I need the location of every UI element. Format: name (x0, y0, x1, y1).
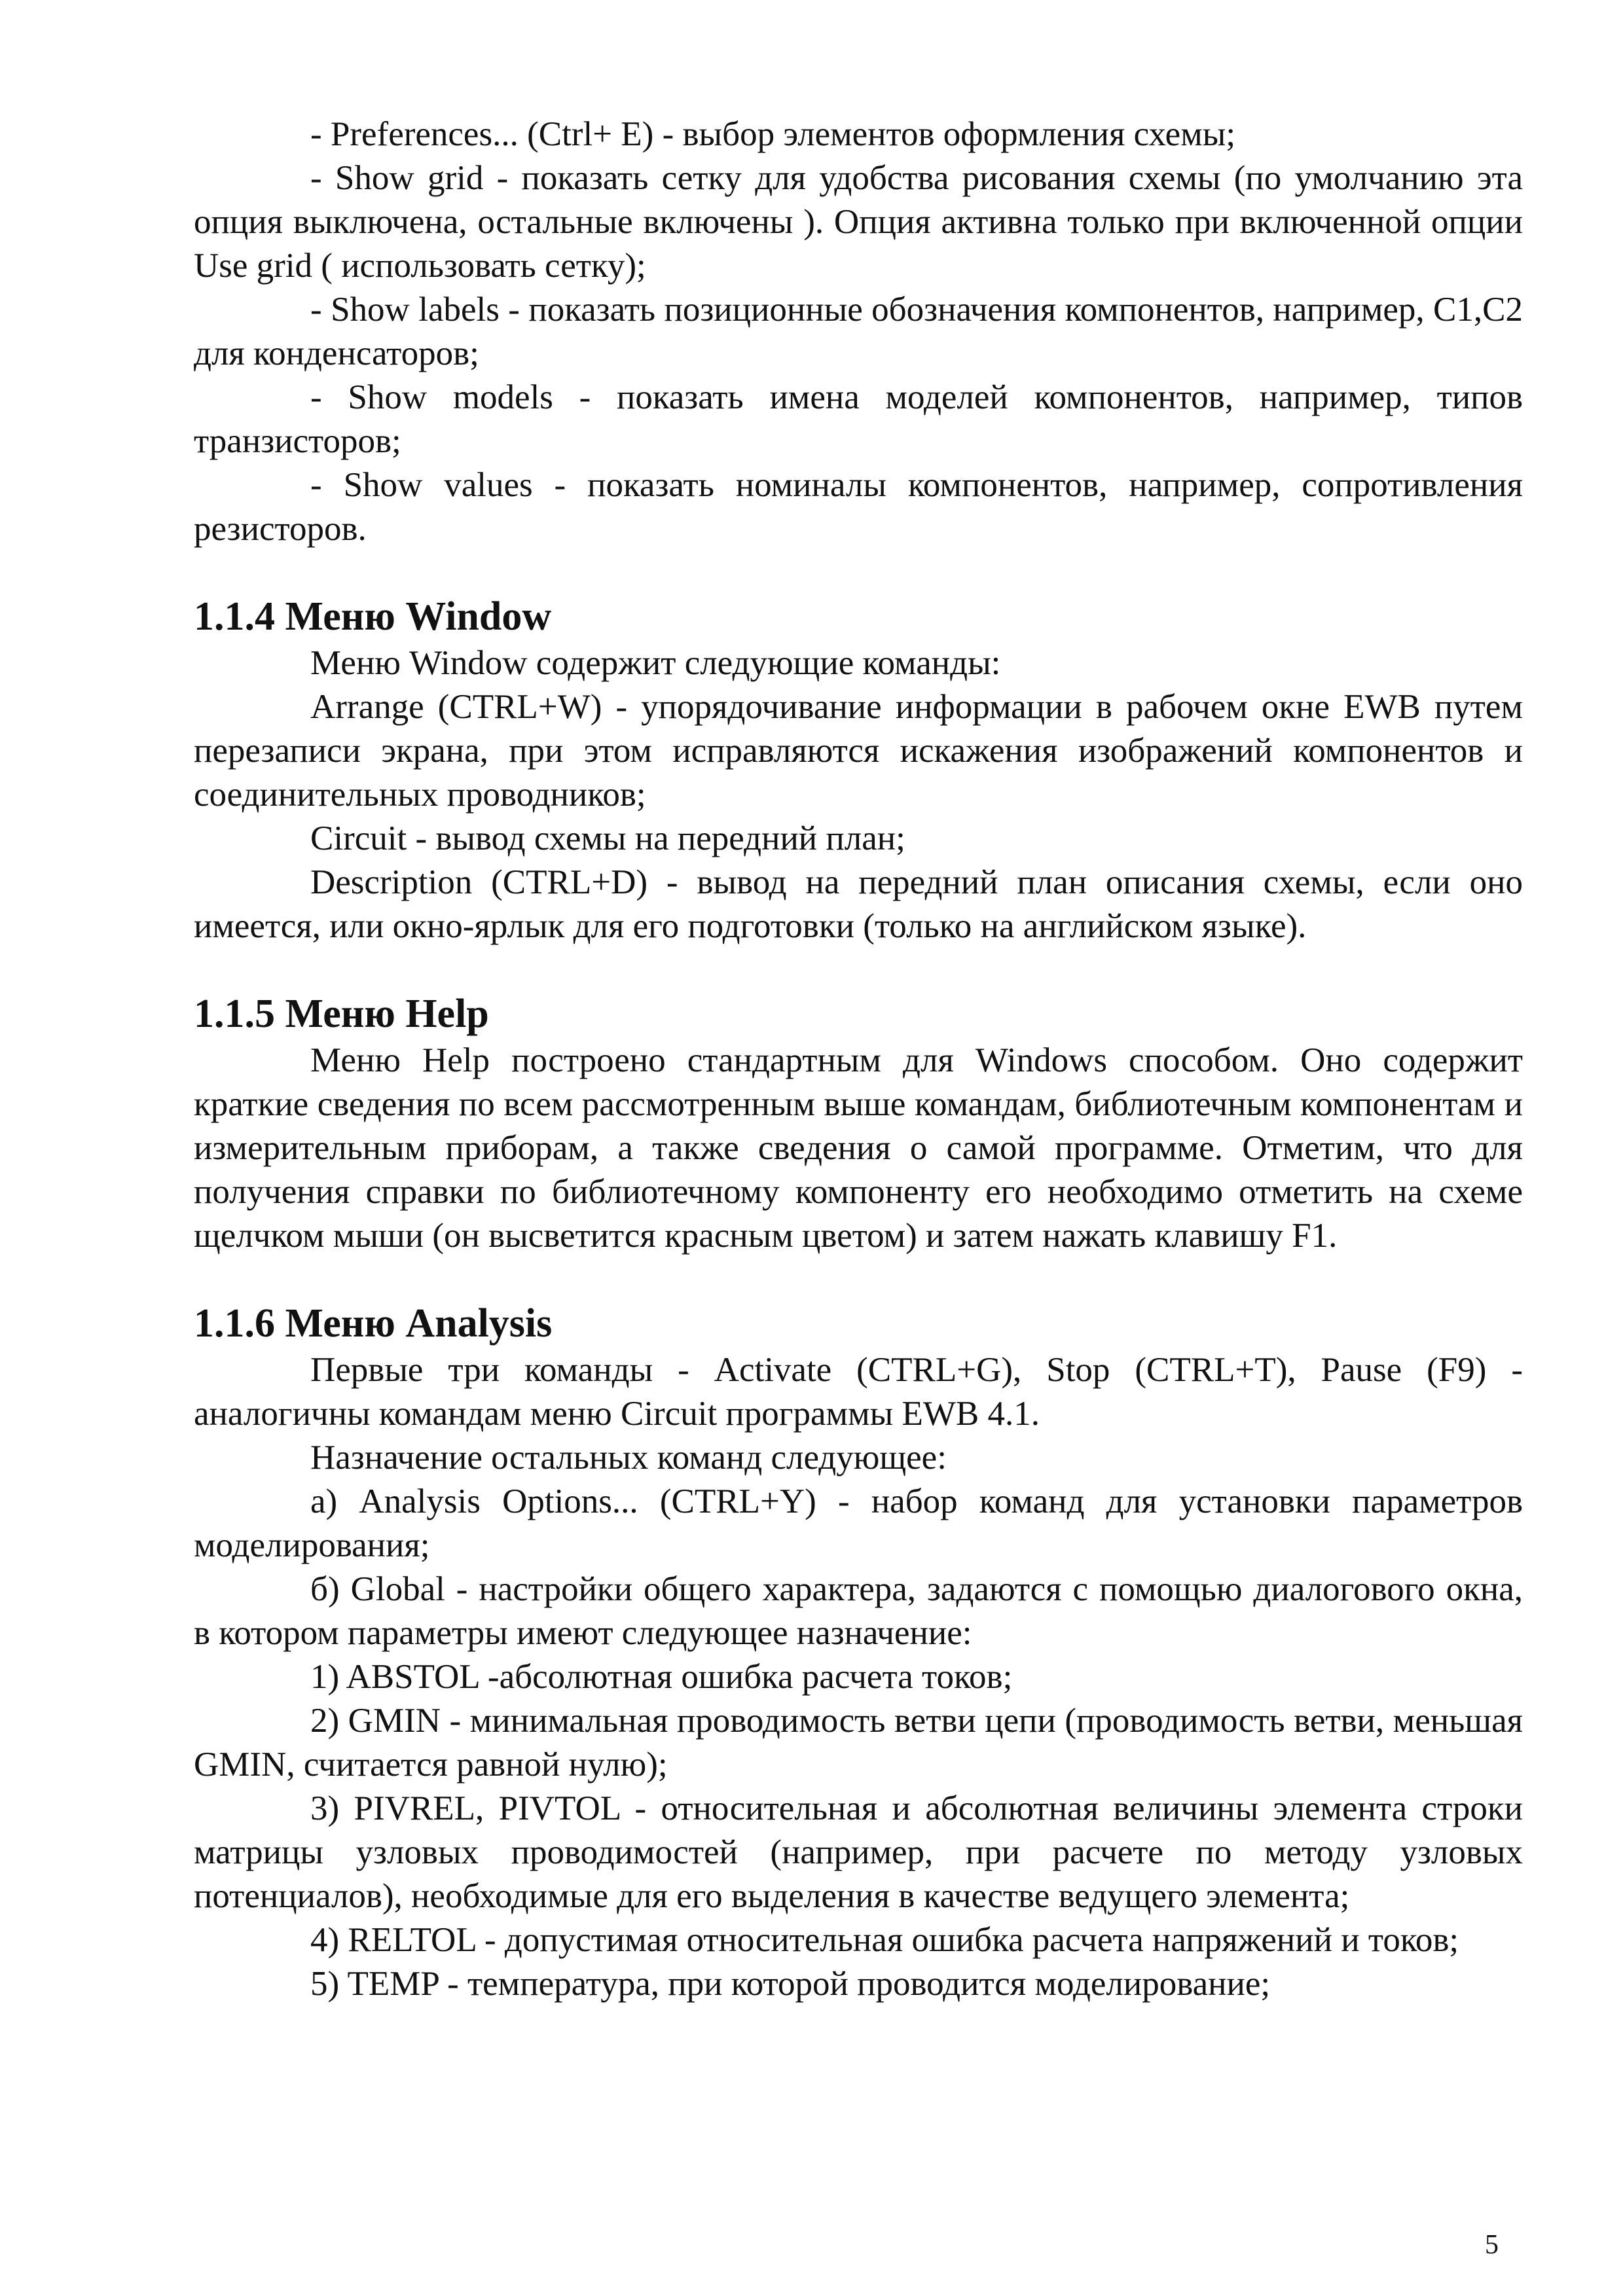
heading-menu-analysis: 1.1.6 Меню Analysis (194, 1301, 553, 1346)
paragraph-show-grid: - Show grid - показать сетку для удобства рисования схемы (по умолчанию эта опция выключена, остальные включены ). Опция активна только при включенной опции Use grid ( использовать сетку); (194, 159, 1523, 285)
paragraph-window-description: Description (CTRL+D) - вывод на передний план описания схемы, если оно имеется, или окно-ярлык для его подготовки (только на английском языке). (194, 863, 1523, 945)
paragraph-reltol: 4) RELTOL - допустимая относительная ошибка расчета напряжений и токов; (310, 1921, 1459, 1959)
page-number: 5 (1485, 2230, 1499, 2260)
paragraph-abstol: 1) ABSTOL -абсолютная ошибка расчета токов; (310, 1658, 1013, 1696)
paragraph-help: Меню Help построено стандартным для Windows способом. Оно содержит краткие сведения по всем рассмотренным выше командам, библиотечным компонентам и измерительным приборам, а также сведения о самой программе. Отметим, что для получения справки по библиотечному компоненту его необходимо отметить на схеме щелчком мыши (он высветится красным цветом) и затем нажать клавишу F1. (194, 1041, 1523, 1255)
paragraph-temp: 5) TEMP - температура, при которой проводится моделирование; (310, 1965, 1271, 2003)
paragraph-window-circuit: Circuit - вывод схемы на передний план; (310, 819, 905, 857)
paragraph-preferences: - Preferences... (Ctrl+ E) - выбор элементов оформления схемы; (310, 115, 1236, 153)
paragraph-analysis-global: б) Global - настройки общего характера, задаются с помощью диалогового окна, в котором параметры имеют следующее назначение: (194, 1570, 1523, 1652)
paragraph-show-values: - Show values - показать номиналы компонентов, например, сопротивления резисторов. (194, 466, 1523, 548)
paragraph-analysis-rest: Назначение остальных команд следующее: (310, 1439, 947, 1477)
paragraph-analysis-first-commands: Первые три команды - Activate (CTRL+G), Stop (CTRL+T), Pause (F9) - аналогичны командам меню Circuit программы EWB 4.1. (194, 1351, 1523, 1433)
heading-menu-help: 1.1.5 Меню Help (194, 992, 489, 1036)
paragraph-analysis-options: а) Analysis Options... (CTRL+Y) - набор команд для установки параметров моделирования; (194, 1482, 1523, 1564)
paragraph-show-models: - Show models - показать имена моделей компонентов, например, типов транзисторов; (194, 378, 1523, 460)
paragraph-window-intro: Меню Window содержит следующие команды: (310, 644, 1001, 682)
paragraph-window-arrange: Arrange (CTRL+W) - упорядочивание информации в рабочем окне EWB путем перезаписи экрана, при этом исправляются искажения изображений компонентов и соединительных проводников; (194, 688, 1523, 814)
heading-menu-window: 1.1.4 Меню Window (194, 594, 552, 639)
paragraph-pivrel-pivtol: 3) PIVREL, PIVTOL - относительная и абсолютная величины элемента строки матрицы узловых проводимостей (например, при расчете по методу узловых потенциалов), необходимые для его выделения в качестве ведущего элемента; (194, 1789, 1523, 1915)
paragraph-show-labels: - Show labels - показать позиционные обозначения компонентов, например, C1,C2 для конденсаторов; (194, 291, 1523, 372)
paragraph-gmin: 2) GMIN - минимальная проводимость ветви цепи (проводимость ветви, меньшая GMIN, считается равной нулю); (194, 1702, 1523, 1784)
page-body (194, 113, 1523, 2006)
